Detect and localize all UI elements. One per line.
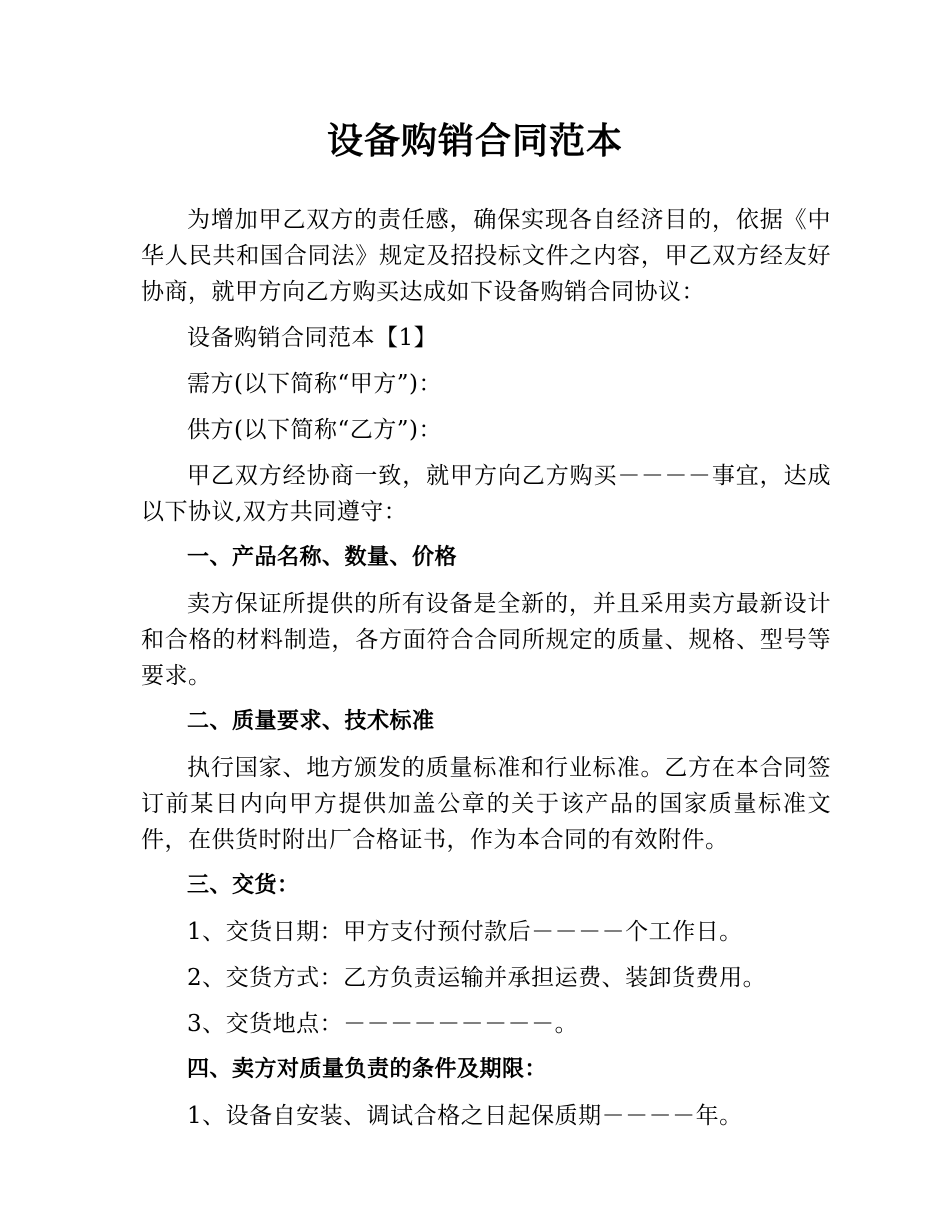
warranty-period-item: 1、设备自安装、调试合格之日起保质期－－－－年。 [187, 1103, 743, 1129]
section-heading-quality: 二、质量要求、技术标准 [187, 709, 435, 734]
section-heading-product: 一、产品名称、数量、价格 [187, 545, 458, 570]
quality-standard-paragraph: 执行国家、地方颁发的质量标准和行业标准。乙方在本合同签订前某日内向甲方提供加盖公章的关于该产品的国家质量标准文件，在供货时附出厂合格证书，作为本合同的有效附件。 [141, 755, 831, 853]
delivery-location-item: 3、交货地点：－－－－－－－－－。 [187, 1011, 579, 1037]
section-heading-delivery: 三、交货： [187, 873, 300, 898]
intro-paragraph: 为增加甲乙双方的责任感，确保实现各自经济目的，依据《中华人民共和国合同法》规定及招投标文件之内容，甲乙双方经友好协商，就甲方向乙方购买达成如下设备购销合同协议： [141, 207, 831, 305]
delivery-method-item: 2、交货方式：乙方负责运输并承担运费、装卸货费用。 [187, 965, 767, 991]
contract-sample-label: 设备购销合同范本【1】 [187, 325, 438, 351]
buyer-party-line: 需方(以下简称“甲方”)： [187, 371, 442, 397]
product-guarantee-paragraph: 卖方保证所提供的所有设备是全新的，并且采用卖方最新设计和合格的材料制造，各方面符合合同所规定的质量、规格、型号等要求。 [141, 591, 831, 689]
delivery-date-item: 1、交货日期：甲方支付预付款后－－－－个工作日。 [187, 919, 743, 945]
agreement-paragraph: 甲乙双方经协商一致，就甲方向乙方购买－－－－事宜，达成以下协议,双方共同遵守： [141, 463, 831, 525]
document-body [141, 202, 831, 1134]
section-heading-warranty: 四、卖方对质量负责的条件及期限： [187, 1057, 548, 1082]
document-title: 设备购销合同范本 [326, 121, 623, 162]
supplier-party-line: 供方(以下简称“乙方”)： [187, 417, 442, 443]
